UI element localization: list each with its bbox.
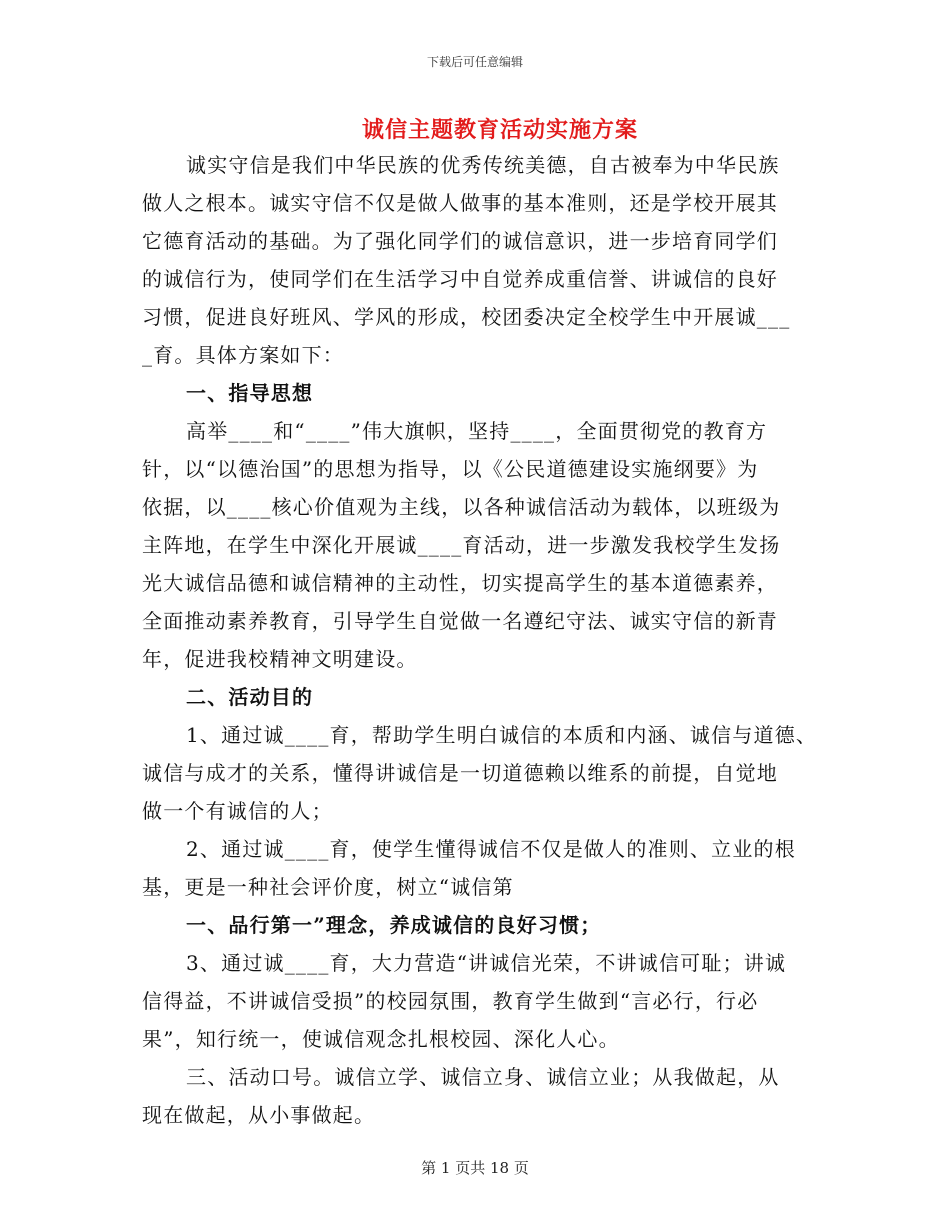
body-paragraph-line: 信得益，不讲诚信受损”的校园氛围，教育学生做到“言必行，行必 xyxy=(142,989,759,1013)
body-paragraph-line: 它德育活动的基础。为了强化同学们的诚信意识，进一步培育同学们 xyxy=(142,229,778,253)
section-heading: 一、品行第一”理念，养成诚信的良好习惯； xyxy=(186,913,602,937)
body-paragraph-line: 基，更是一种社会评价度，树立“诚信第 xyxy=(142,875,514,899)
body-paragraph-line: 主阵地，在学生中深化开展诚____育活动，进一步激发我校学生发扬 xyxy=(142,533,781,557)
body-paragraph-line: 做人之根本。诚实守信不仅是做人做事的基本准则，还是学校开展其 xyxy=(142,191,778,215)
section-heading: 一、指导思想 xyxy=(186,381,314,405)
body-paragraph-line: 做一个有诚信的人； xyxy=(142,799,333,823)
body-paragraph-line: 光大诚信品德和诚信精神的主动性，切实提高学生的基本道德素养， xyxy=(142,571,778,595)
body-paragraph-line: 3、通过诚____育，大力营造“讲诚信光荣，不讲诚信可耻；讲诚 xyxy=(186,951,787,975)
body-paragraph-line: 果”，知行统一，使诚信观念扎根校园、深化人心。 xyxy=(142,1027,620,1051)
body-paragraph-line: 的诚信行为，使同学们在生活学习中自觉养成重信誉、讲诚信的良好 xyxy=(142,267,778,291)
body-paragraph-line: 三、活动口号。诚信立学、诚信立身、诚信立业；从我做起，从 xyxy=(186,1065,780,1089)
document-title: 诚信主题教育活动实施方案 xyxy=(361,117,638,143)
body-paragraph-line: 1、通过诚____育，帮助学生明白诚信的本质和内涵、诚信与道德、 xyxy=(186,723,818,747)
page-footer: 第 1 页共 18 页 xyxy=(421,1159,529,1177)
body-paragraph-line: 2、通过诚____育，使学生懂得诚信不仅是做人的准则、立业的根 xyxy=(186,837,796,861)
section-heading: 二、活动目的 xyxy=(186,685,314,709)
body-paragraph-line: 年，促进我校精神文明建设。 xyxy=(142,647,418,671)
header-note: 下载后可任意编辑 xyxy=(426,55,523,69)
body-paragraph-line: 全面推动素养教育，引导学生自觉做一名遵纪守法、诚实守信的新青 xyxy=(142,609,778,633)
body-paragraph-line: 高举____和“____”伟大旗帜，坚持____，全面贯彻党的教育方 xyxy=(186,419,768,443)
body-paragraph-line: 针，以“以德治国”的思想为指导，以《公民道德建设实施纲要》为 xyxy=(142,457,759,481)
body-paragraph-line: _育。具体方案如下： xyxy=(142,343,344,367)
body-paragraph-line: 依据，以____核心价值观为主线，以各种诚信活动为载体，以班级为 xyxy=(142,495,781,519)
body-paragraph-line: 现在做起，从小事做起。 xyxy=(142,1103,376,1127)
body-paragraph-line: 诚实守信是我们中华民族的优秀传统美德，自古被奉为中华民族 xyxy=(186,153,780,177)
body-paragraph-line: 诚信与成才的关系，懂得讲诚信是一切道德赖以维系的前提，自觉地 xyxy=(142,761,778,785)
body-paragraph-line: 习惯，促进良好班风、学风的形成，校团委决定全校学生中开展诚___ xyxy=(142,305,791,329)
